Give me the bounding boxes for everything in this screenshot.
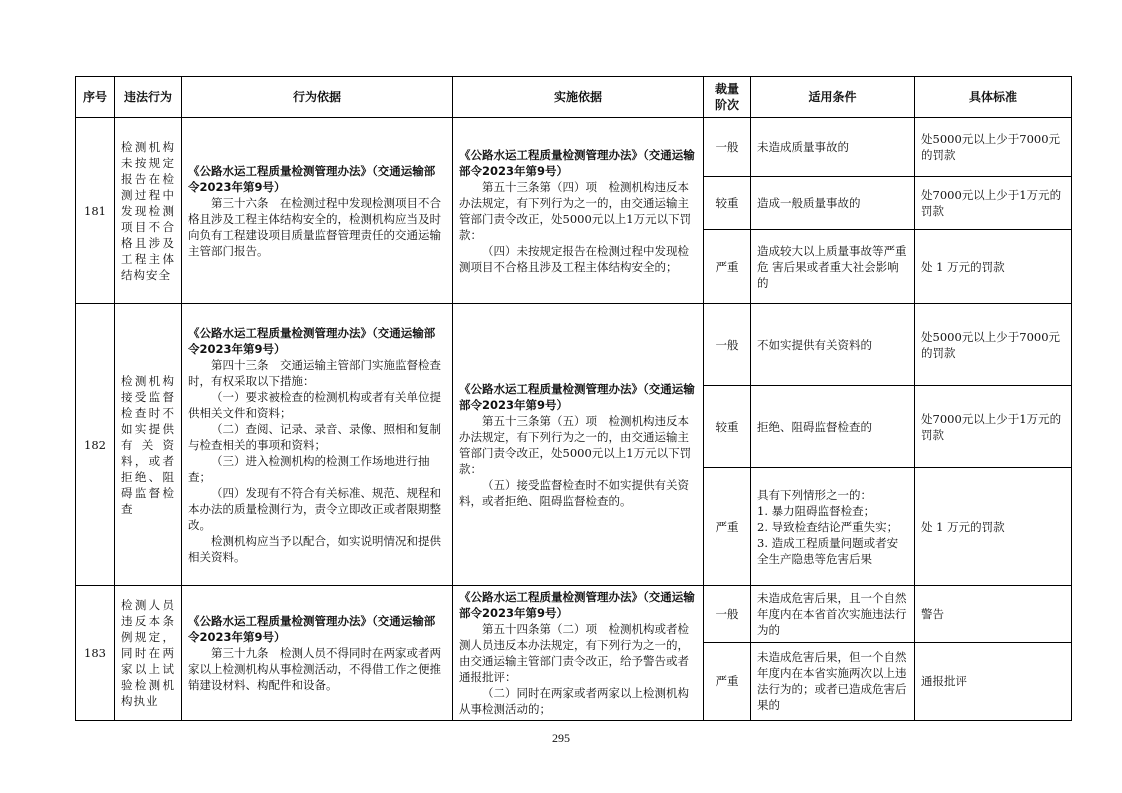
condition-cell: 不如实提供有关资料的 bbox=[751, 304, 915, 386]
clause-paragraph: （二）同时在两家或者两家以上检测机构从事检测活动的； bbox=[459, 686, 689, 716]
implementation-cell bbox=[453, 304, 704, 586]
law-title: 《公路水运工程质量检测管理办法》（交通运输部令2023年第9号） bbox=[459, 590, 695, 620]
violation-cell: 检测人员违反本条例规定，同时在两家以上试验检测机构执业 bbox=[115, 586, 182, 721]
standard-cell: 处7000元以上少于1万元的罚款 bbox=[915, 386, 1072, 468]
table-row bbox=[76, 118, 1072, 177]
condition-cell: 未造成质量事故的 bbox=[751, 118, 915, 177]
grade-level: 一般 bbox=[704, 586, 751, 643]
header-row bbox=[76, 77, 1072, 118]
clause-paragraph: （四）未按规定报告在检测过程中发现检测项目不合格且涉及工程主体结构安全的； bbox=[459, 243, 689, 274]
clause-paragraph: 第三十九条 检测人员不得同时在两家或者两家以上检测机构从事检测活动，不得借工作之便推销建设材料、构配件和设备。 bbox=[188, 646, 441, 692]
condition-cell: 造成较大以上质量事故等严重危 害后果或者重大社会影响的 bbox=[751, 230, 915, 304]
condition-cell: 未造成危害后果，且一个自然年度内在本省首次实施违法行为的 bbox=[751, 586, 915, 643]
clause-paragraph: 第四十三条 交通运输主管部门实施监督检查时，有权采取以下措施： bbox=[188, 357, 441, 388]
implementation-cell bbox=[453, 118, 704, 304]
basis-cell bbox=[182, 586, 453, 721]
clause-paragraph: （五）接受监督检查时不如实提供有关资料，或者拒绝、阻碍监督检查的。 bbox=[459, 477, 689, 508]
header-implementation: 实施依据 bbox=[453, 77, 704, 118]
grade-level: 严重 bbox=[704, 642, 751, 720]
grade-level: 严重 bbox=[704, 230, 751, 304]
header-grade: 裁量阶次 bbox=[704, 77, 751, 118]
law-title: 《公路水运工程质量检测管理办法》（交通运输部令2023年第9号） bbox=[188, 325, 436, 356]
header-violation: 违法行为 bbox=[115, 77, 182, 118]
clause-paragraph: 第三十六条 在检测过程中发现检测项目不合格且涉及工程主体结构安全的，检测机构应当及时向负有工程建设项目质量监督管理责任的交通运输主管部门报告。 bbox=[188, 195, 441, 258]
page-number: 295 bbox=[552, 731, 570, 745]
clause-paragraph: （二）查阅、记录、录音、录像、照相和复制与检查相关的事项和资料； bbox=[188, 421, 441, 452]
violation-cell: 检测机构接受监督检查时不如实提供有关资料，或者拒绝、阻碍监督检查 bbox=[115, 304, 182, 586]
basis-cell bbox=[182, 118, 453, 304]
row-number: 181 bbox=[76, 118, 115, 304]
standard-cell: 通报批评 bbox=[915, 642, 1072, 720]
row-number: 183 bbox=[76, 586, 115, 721]
law-title: 《公路水运工程质量检测管理办法》（交通运输部令2023年第9号） bbox=[188, 163, 436, 194]
table-row bbox=[76, 586, 1072, 643]
clause-paragraph: 检测机构应当予以配合，如实说明情况和提供相关资料。 bbox=[188, 533, 441, 564]
standard-cell: 处5000元以上少于7000元的罚款 bbox=[915, 304, 1072, 386]
grade-level: 较重 bbox=[704, 386, 751, 468]
clause-paragraph: （四）发现有不符合有关标准、规范、规程和本办法的质量检测行为，责令立即改正或者限期整改。 bbox=[188, 485, 441, 532]
implementation-cell bbox=[453, 586, 704, 721]
law-title: 《公路水运工程质量检测管理办法》（交通运输部令2023年第9号） bbox=[459, 147, 695, 178]
header-standard: 具体标准 bbox=[915, 77, 1072, 118]
table-row bbox=[76, 304, 1072, 386]
row-number: 182 bbox=[76, 304, 115, 586]
grade-level: 较重 bbox=[704, 177, 751, 230]
standard-cell: 处5000元以上少于7000元的罚款 bbox=[915, 118, 1072, 177]
violation-cell: 检测机构未按规定报告在检测过程中发现检测项目不合格且涉及工程主体结构安全 bbox=[115, 118, 182, 304]
clause-paragraph: 第五十四条第（二）项 检测机构或者检测人员违反本办法规定，有下列行为之一的，由交通运输主管部门责令改正，给予警告或者通报批评： bbox=[459, 622, 689, 684]
law-title: 《公路水运工程质量检测管理办法》（交通运输部令2023年第9号） bbox=[188, 614, 436, 644]
header-basis: 行为依据 bbox=[182, 77, 453, 118]
condition-cell: 具有下列情形之一的： 1. 暴力阻碍监督检查； 2. 导致检查结论严重失实； 3. 造成工程质量问题或者安全生产隐患等危害后果 bbox=[751, 468, 915, 586]
condition-cell: 未造成危害后果，但一个自然年度内在本省实施两次以上违法行为的；或者已造成危害后果的 bbox=[751, 642, 915, 720]
standard-cell: 处7000元以上少于1万元的罚款 bbox=[915, 177, 1072, 230]
clause-paragraph: （一）要求被检查的检测机构或者有关单位提供相关文件和资料； bbox=[188, 389, 441, 420]
condition-cell: 拒绝、阻碍监督检查的 bbox=[751, 386, 915, 468]
penalty-table bbox=[75, 76, 1072, 721]
grade-level: 一般 bbox=[704, 118, 751, 177]
header-no: 序号 bbox=[76, 77, 115, 118]
condition-cell: 造成一般质量事故的 bbox=[751, 177, 915, 230]
standard-cell: 处 1 万元的罚款 bbox=[915, 230, 1072, 304]
grade-level: 严重 bbox=[704, 468, 751, 586]
standard-cell: 警告 bbox=[915, 586, 1072, 643]
clause-paragraph: （三）进入检测机构的检测工作场地进行抽查； bbox=[188, 453, 430, 484]
basis-cell bbox=[182, 304, 453, 586]
header-condition: 适用条件 bbox=[751, 77, 915, 118]
law-title: 《公路水运工程质量检测管理办法》（交通运输部令2023年第9号） bbox=[459, 381, 695, 412]
clause-paragraph: 第五十三条第（五）项 检测机构违反本办法规定，有下列行为之一的，由交通运输主管部门责令改正，处5000元以上1万元以下罚款： bbox=[459, 413, 692, 476]
grade-level: 一般 bbox=[704, 304, 751, 386]
clause-paragraph: 第五十三条第（四）项 检测机构违反本办法规定，有下列行为之一的，由交通运输主管部门责令改正，处5000元以上1万元以下罚款： bbox=[459, 179, 692, 242]
standard-cell: 处 1 万元的罚款 bbox=[915, 468, 1072, 586]
